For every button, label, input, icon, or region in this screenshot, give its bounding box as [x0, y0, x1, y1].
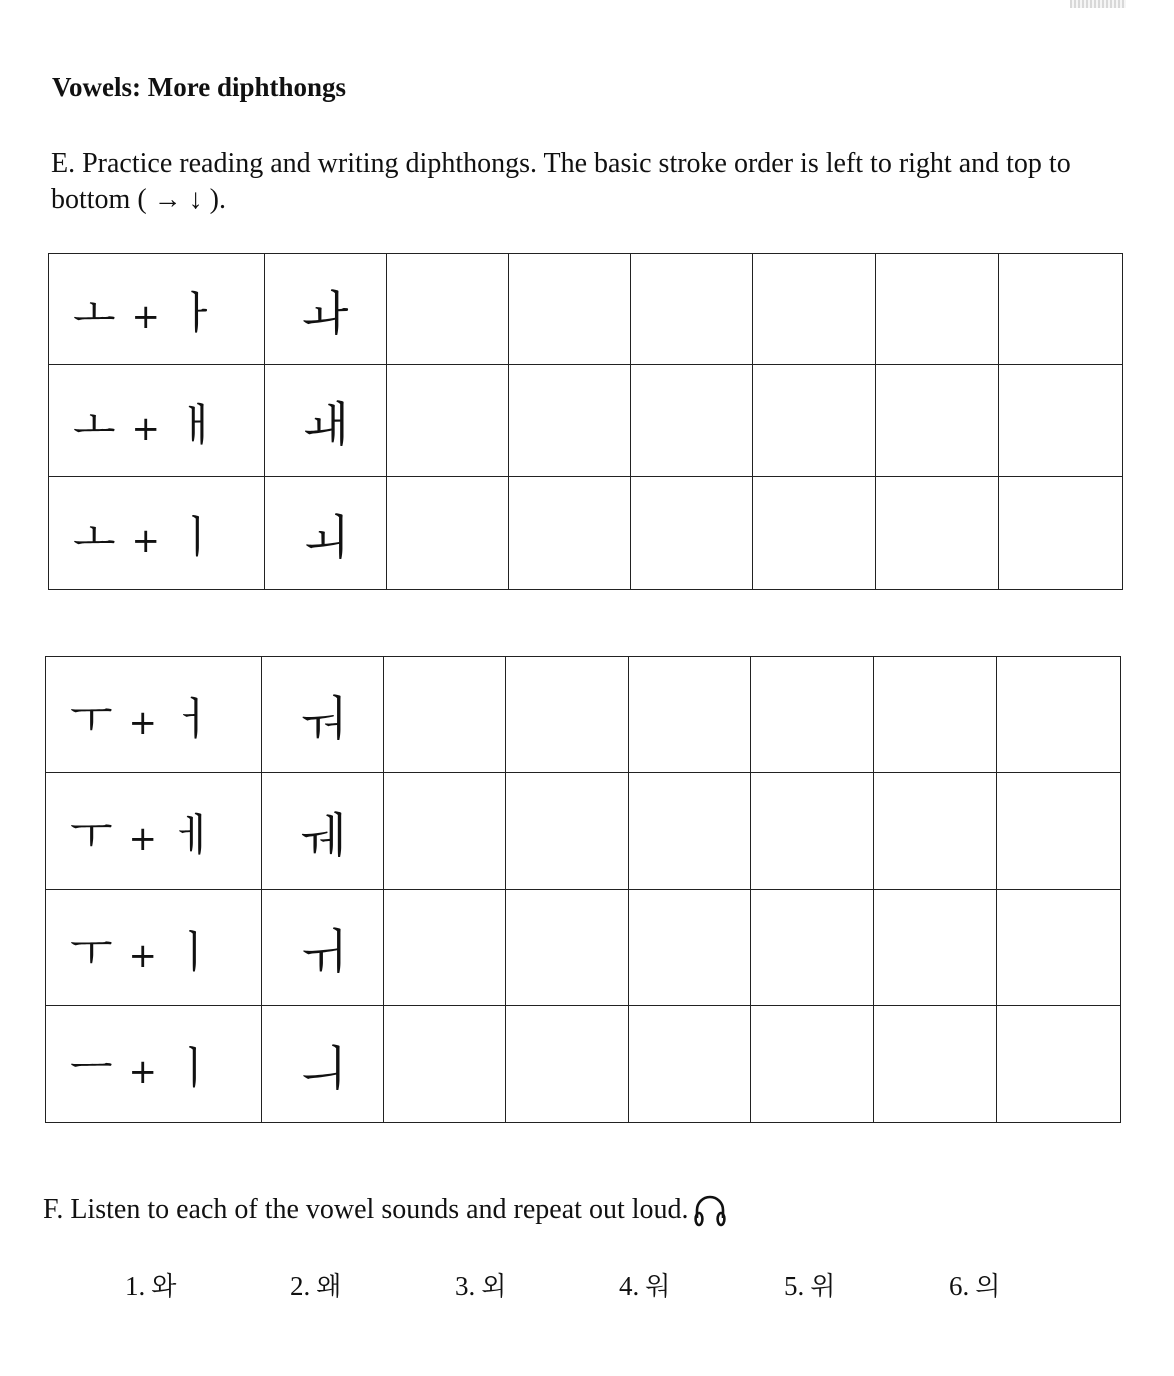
headphones-icon[interactable] [693, 1192, 727, 1228]
vowel-right: ㅣ [176, 512, 221, 563]
diphthong-result: ㅞ [262, 773, 384, 890]
vowel-left: ㅜ [70, 810, 115, 861]
writing-practice-cell[interactable] [629, 1006, 751, 1123]
instruction-e: E. Practice reading and writing diphthongs. The basic stroke order is left to right and top to bottom ( → ↓ ). [51, 148, 1071, 215]
writing-practice-cell[interactable] [874, 773, 997, 890]
listen-item-syllable: 워 [645, 1272, 671, 1302]
diphthong-result: ㅟ [262, 890, 384, 1006]
vowel-right: ㅏ [176, 288, 221, 339]
writing-practice-cell[interactable] [387, 254, 509, 365]
listen-item-number: 5. [784, 1271, 805, 1301]
vowel-combination [46, 1006, 262, 1123]
writing-practice-cell[interactable] [631, 365, 753, 477]
writing-practice-cell[interactable] [876, 477, 999, 590]
writing-practice-cell[interactable] [384, 1006, 506, 1123]
plus-sign: + [128, 1052, 160, 1092]
listen-item-syllable: 왜 [316, 1272, 342, 1302]
writing-practice-cell[interactable] [874, 890, 997, 1006]
listen-item[interactable] [619, 1266, 670, 1303]
plus-sign: + [131, 521, 163, 561]
vowel-right: ㅔ [173, 810, 218, 861]
writing-practice-cell[interactable] [999, 365, 1123, 477]
listen-item-number: 6. [949, 1271, 970, 1301]
instruction-f-text: F. Listen to each of the vowel sounds and repeat out loud. [43, 1194, 689, 1225]
vowel-right: ㅣ [173, 1043, 218, 1094]
writing-practice-cell[interactable] [753, 254, 876, 365]
vowel-left: ㅜ [70, 693, 115, 745]
listen-items [0, 1266, 1174, 1306]
writing-practice-cell[interactable] [509, 254, 631, 365]
vowel-combination [49, 365, 265, 477]
listen-item-syllable: 와 [151, 1272, 177, 1302]
vowel-combination [49, 477, 265, 590]
writing-practice-cell[interactable] [506, 773, 629, 890]
vowel-combination [46, 773, 262, 890]
listen-item-syllable: 의 [975, 1272, 1001, 1302]
vowel-right: ㅐ [176, 399, 221, 451]
writing-practice-cell[interactable] [751, 890, 874, 1006]
practice-row [46, 890, 1121, 1006]
diphthong-result: ㅘ [265, 254, 387, 365]
writing-practice-cell[interactable] [876, 365, 999, 477]
diphthong-result: ㅝ [262, 657, 384, 773]
writing-practice-cell[interactable] [631, 254, 753, 365]
writing-practice-cell[interactable] [997, 657, 1121, 773]
writing-practice-cell[interactable] [999, 254, 1123, 365]
writing-practice-cell[interactable] [997, 1006, 1121, 1123]
writing-practice-cell[interactable] [506, 890, 629, 1006]
practice-row [46, 773, 1121, 890]
writing-practice-cell[interactable] [751, 773, 874, 890]
plus-sign: + [128, 819, 160, 859]
writing-practice-cell[interactable] [997, 890, 1121, 1006]
writing-practice-cell[interactable] [999, 477, 1123, 590]
vowel-combination [49, 254, 265, 365]
vowel-right: ㅓ [173, 693, 218, 745]
practice-table-1 [48, 253, 1123, 590]
vowel-combination [46, 657, 262, 773]
writing-practice-cell[interactable] [509, 365, 631, 477]
diphthong-result: ㅚ [265, 477, 387, 590]
listen-item-syllable: 위 [810, 1272, 836, 1302]
diphthong-result: ㅢ [262, 1006, 384, 1123]
writing-practice-cell[interactable] [629, 657, 751, 773]
writing-practice-cell[interactable] [629, 773, 751, 890]
writing-practice-cell[interactable] [384, 657, 506, 773]
diphthong-result: ㅙ [265, 365, 387, 477]
practice-row [49, 254, 1123, 365]
vowel-right: ㅣ [173, 926, 218, 978]
vowel-left: ㅗ [73, 288, 118, 339]
writing-practice-cell[interactable] [753, 365, 876, 477]
practice-table-2 [45, 656, 1121, 1123]
plus-sign: + [128, 702, 160, 743]
writing-practice-cell[interactable] [506, 657, 629, 773]
writing-practice-cell[interactable] [384, 890, 506, 1006]
listen-item[interactable] [125, 1266, 176, 1303]
writing-practice-cell[interactable] [874, 657, 997, 773]
plus-sign: + [128, 935, 160, 976]
vowel-left: ㅜ [70, 926, 115, 978]
listen-item-number: 2. [290, 1271, 311, 1301]
instruction-f [43, 1192, 727, 1228]
listen-item-number: 3. [455, 1271, 476, 1301]
writing-practice-cell[interactable] [631, 477, 753, 590]
practice-row [46, 1006, 1121, 1123]
writing-practice-cell[interactable] [387, 477, 509, 590]
plus-sign: + [131, 297, 163, 337]
writing-practice-cell[interactable] [876, 254, 999, 365]
vowel-left: ㅡ [70, 1043, 115, 1094]
writing-practice-cell[interactable] [751, 657, 874, 773]
writing-practice-cell[interactable] [874, 1006, 997, 1123]
page-title: Vowels: More diphthongs [52, 72, 347, 102]
practice-row [46, 657, 1121, 773]
listen-item[interactable] [455, 1266, 506, 1303]
writing-practice-cell[interactable] [387, 365, 509, 477]
listen-item-number: 4. [619, 1271, 640, 1301]
writing-practice-cell[interactable] [629, 890, 751, 1006]
writing-practice-cell[interactable] [509, 477, 631, 590]
plus-sign: + [131, 408, 163, 449]
writing-practice-cell[interactable] [384, 773, 506, 890]
listen-item[interactable] [784, 1266, 835, 1303]
vowel-left: ㅗ [73, 399, 118, 451]
practice-row [49, 477, 1123, 590]
listen-item-number: 1. [125, 1271, 146, 1301]
listen-item[interactable] [290, 1266, 341, 1303]
writing-practice-cell[interactable] [506, 1006, 629, 1123]
listen-item[interactable] [949, 1266, 1000, 1303]
writing-practice-cell[interactable] [997, 773, 1121, 890]
scan-smudge [1070, 0, 1126, 8]
vowel-combination [46, 890, 262, 1006]
writing-practice-cell[interactable] [753, 477, 876, 590]
listen-item-syllable: 외 [481, 1272, 507, 1302]
writing-practice-cell[interactable] [751, 1006, 874, 1123]
practice-row [49, 365, 1123, 477]
vowel-left: ㅗ [73, 512, 118, 563]
